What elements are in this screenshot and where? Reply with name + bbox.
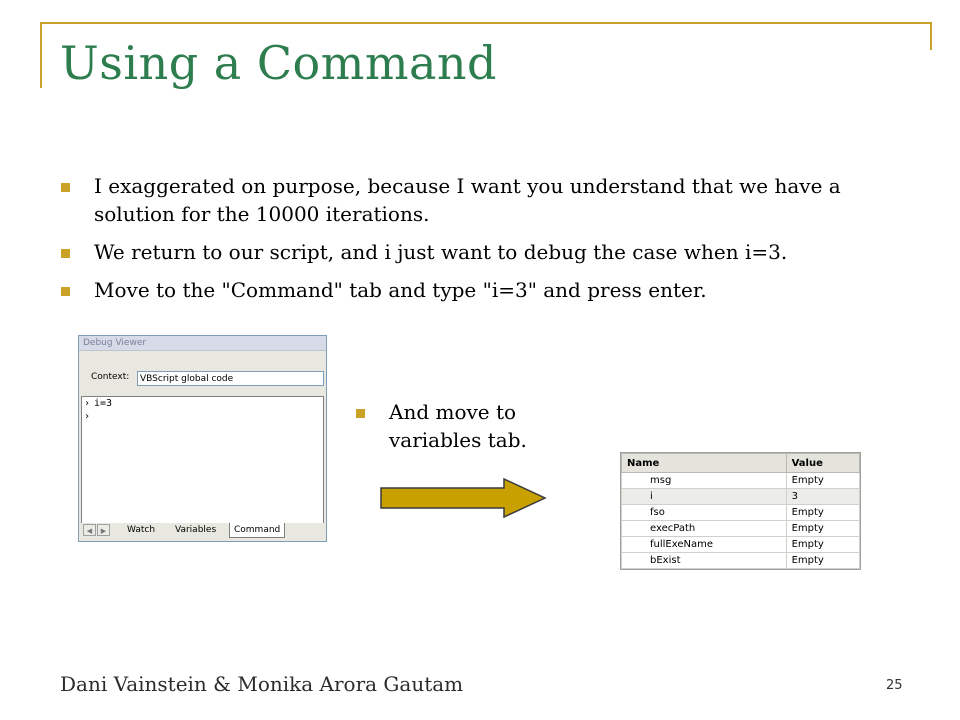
table-row[interactable] (622, 521, 860, 537)
bullet-text: Move to the "Command" tab and type "i=3" and press enter. (94, 278, 707, 302)
bullet-item (60, 276, 910, 304)
var-value: Empty (786, 473, 859, 489)
bullet-square-icon (356, 409, 365, 418)
corner-rule-right (930, 22, 932, 50)
right-arrow-icon (380, 478, 550, 518)
tab-command[interactable]: Command (229, 523, 285, 538)
debug-tab-bar (81, 523, 324, 539)
bullet-square-icon (61, 249, 70, 258)
side-bullet (355, 398, 585, 454)
page-number: 25 (886, 678, 903, 693)
column-header-name[interactable]: Name (622, 454, 787, 473)
command-input-area[interactable] (81, 396, 324, 524)
bullet-square-icon (61, 287, 70, 296)
context-select[interactable]: VBScript global code (137, 371, 324, 386)
footer-authors: Dani Vainstein & Monika Arora Gautam (60, 672, 464, 696)
var-value: Empty (786, 505, 859, 521)
tab-variables[interactable]: Variables (175, 525, 217, 535)
var-value: Empty (786, 553, 859, 569)
debug-viewer-title: Debug Viewer (79, 336, 326, 351)
var-name: fso (622, 505, 787, 521)
title-rule (40, 22, 932, 24)
bullet-text: We return to our script, and i just want to debug the case when i=3. (94, 240, 788, 264)
tab-scroll-left-icon[interactable]: ◀ (83, 524, 96, 536)
bullet-square-icon (61, 183, 70, 192)
table-row[interactable] (622, 537, 860, 553)
tab-scroll-right-icon[interactable]: ▶ (97, 524, 110, 536)
context-label: Context: (91, 372, 130, 382)
debug-viewer-window (78, 335, 327, 542)
prompt-chevron-icon: › (84, 411, 91, 422)
var-name: i (622, 489, 787, 505)
var-value: 3 (786, 489, 859, 505)
corner-rule-left (40, 22, 42, 88)
bullet-item (60, 238, 910, 266)
command-line (82, 397, 323, 410)
slide-title: Using a Command (60, 36, 497, 90)
tab-watch[interactable]: Watch (127, 525, 156, 535)
var-name: msg (622, 473, 787, 489)
var-name: fullExeName (622, 537, 787, 553)
command-text: i=3 (94, 398, 113, 409)
var-value: Empty (786, 521, 859, 537)
bullet-list (60, 172, 910, 314)
var-value: Empty (786, 537, 859, 553)
table-row[interactable] (622, 489, 860, 505)
side-bullet-text: And move to variables tab. (389, 400, 527, 452)
var-name: bExist (622, 553, 787, 569)
table-row[interactable] (622, 473, 860, 489)
variables-table (620, 452, 861, 570)
table-header-row (622, 454, 860, 473)
command-line (82, 410, 323, 423)
bullet-item (60, 172, 910, 228)
prompt-chevron-icon: › (84, 398, 91, 409)
table-row[interactable] (622, 553, 860, 569)
table-row[interactable] (622, 505, 860, 521)
var-name: execPath (622, 521, 787, 537)
bullet-text: I exaggerated on purpose, because I want you understand that we have a solution for the 10000 iterations. (94, 174, 841, 226)
column-header-value[interactable]: Value (786, 454, 859, 473)
